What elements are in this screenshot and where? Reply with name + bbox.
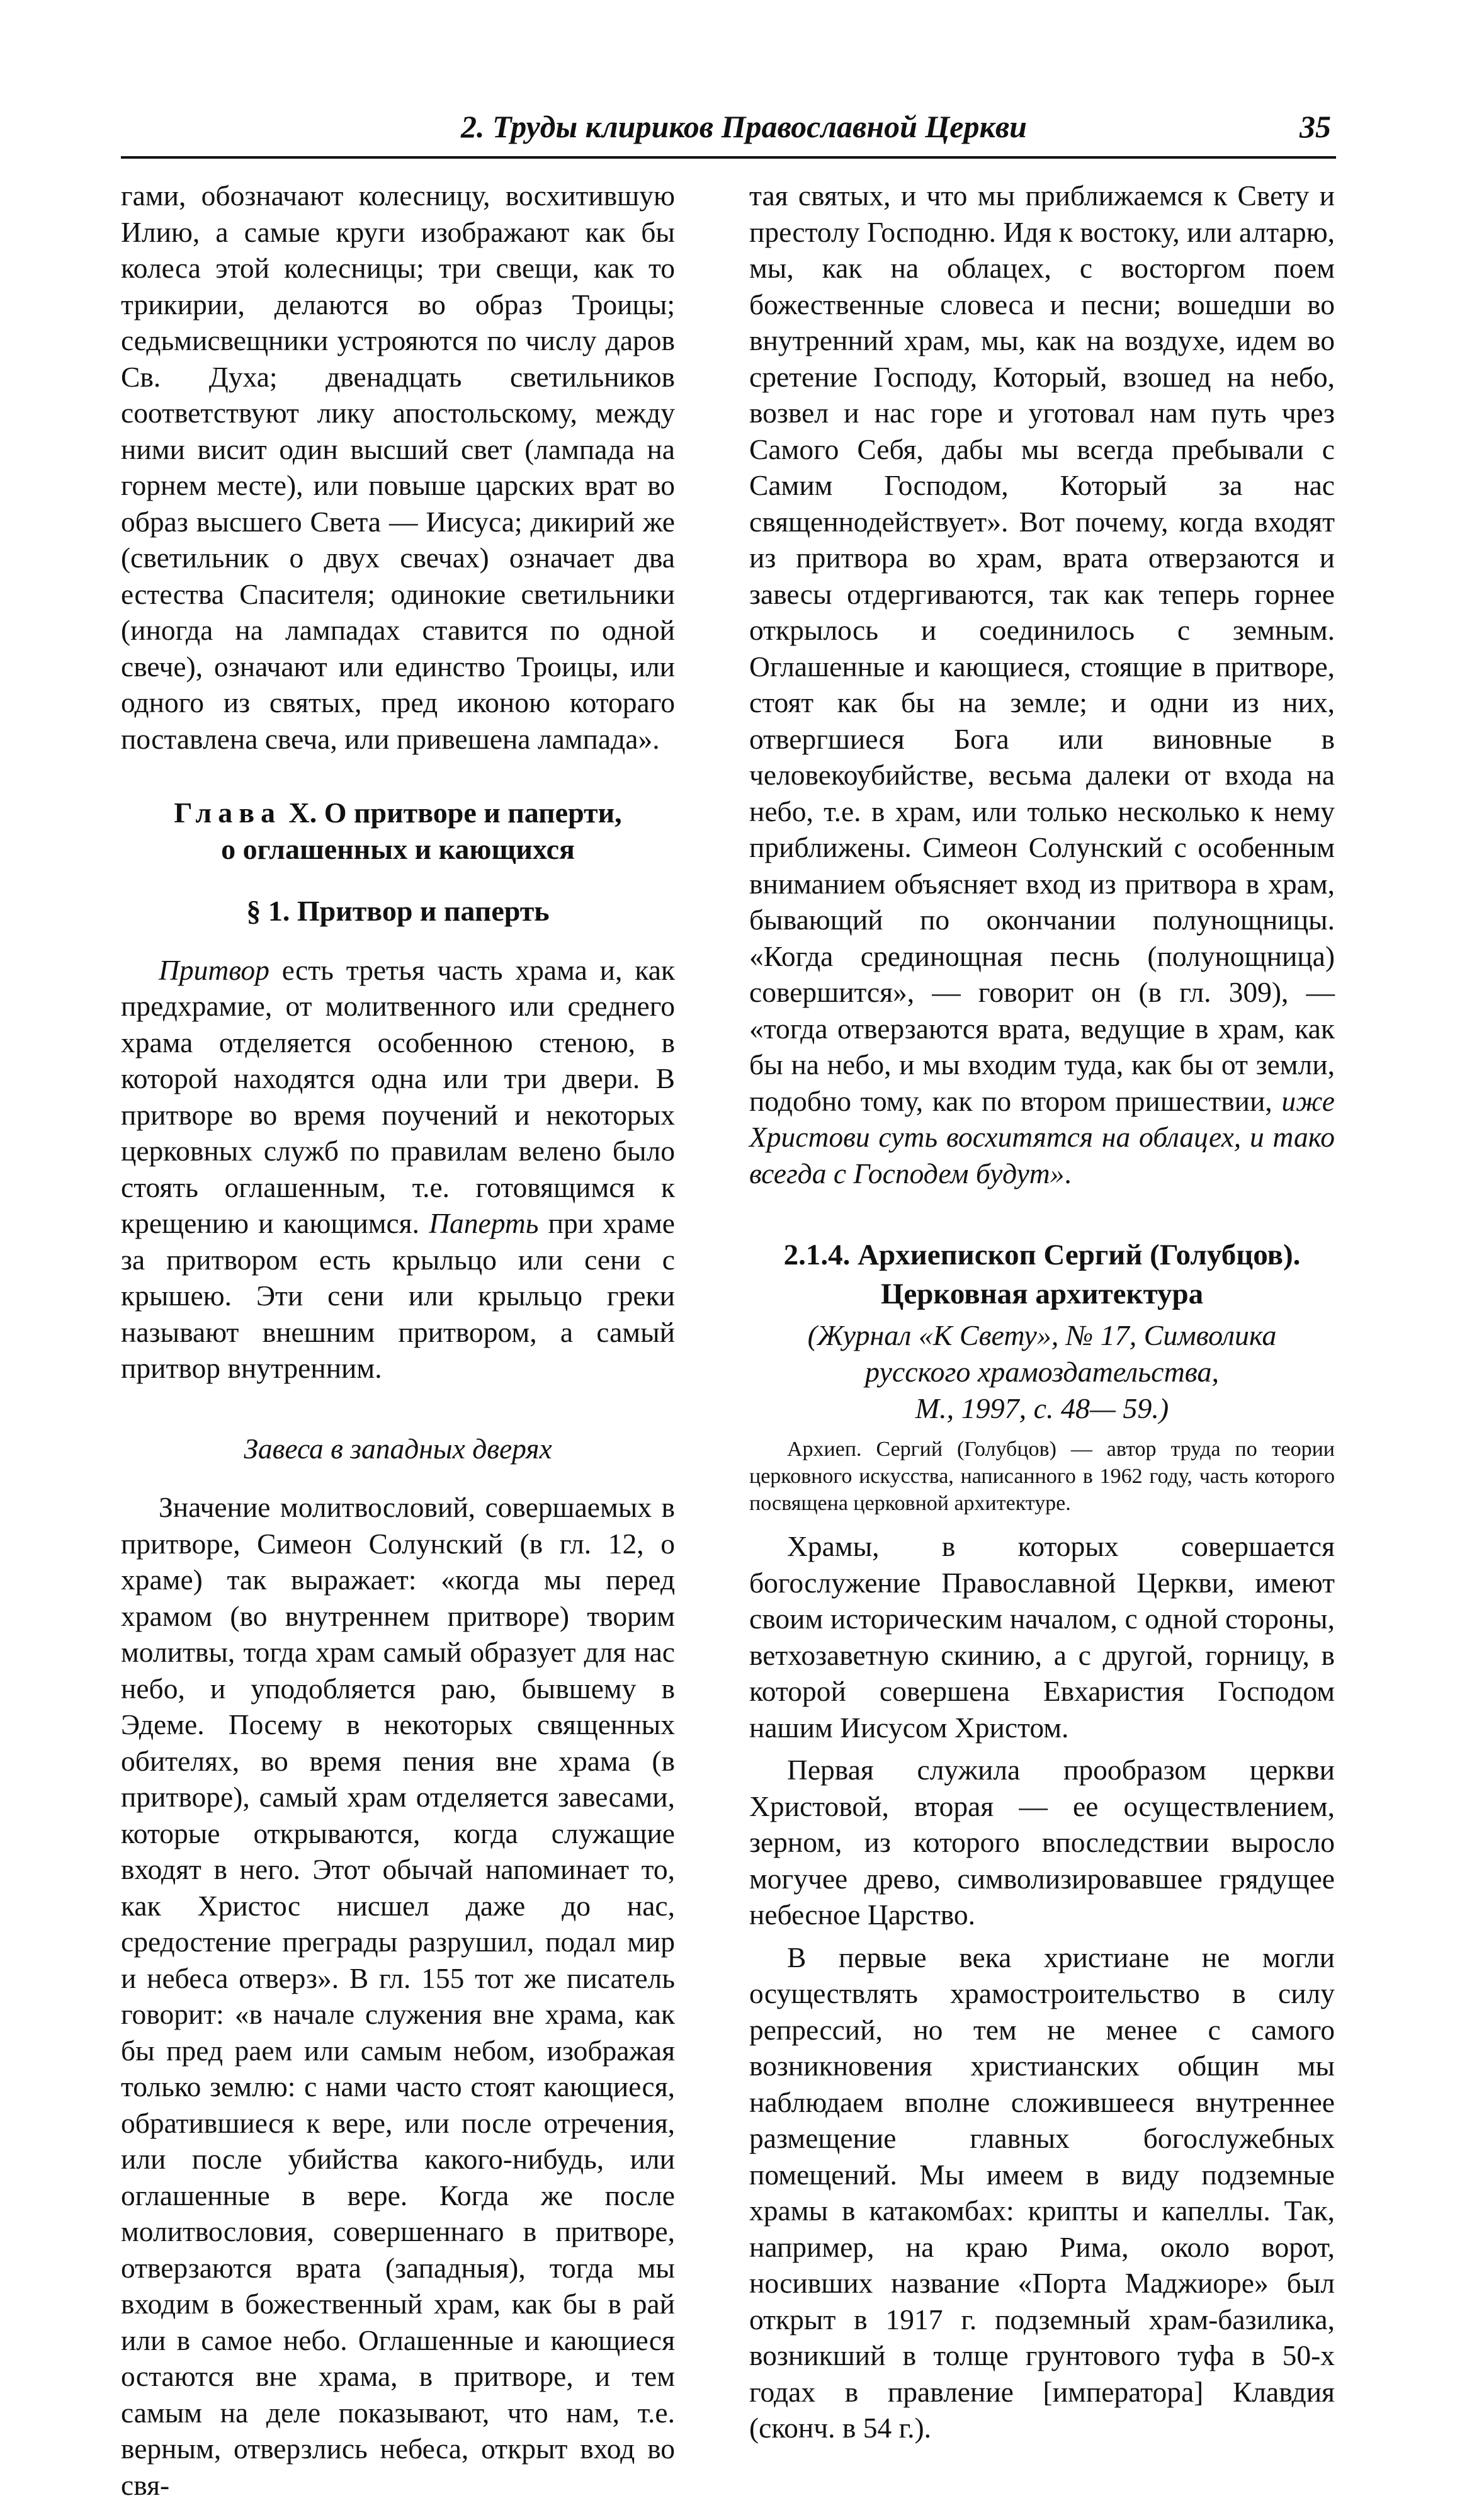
left-paragraph-2-text-a: есть третья часть храма и, как предхрамие, от молитвенного или среднего храма отделяется особенною стеною, в которой находятся одна или три двери. В притворе во время поучений и некоторых церковных служб по правилам велено было стоять оглашенным, т.е. готовящимся к крещению и кающимся. bbox=[121, 953, 675, 1239]
term-papert: Паперть bbox=[429, 1207, 539, 1239]
running-header bbox=[121, 106, 1336, 159]
right-paragraph-3: Первая служила прообразом церкви Христовой, вторая — ее осуществлением, зерном, из которого впоследствии выросло могучее древо, символизировавшее грядущее небесное Царство. bbox=[749, 1754, 1335, 1931]
right-paragraph-1-text: тая святых, и что мы приближаемся к Свету и престолу Господню. Идя к востоку, или алтарю, мы, как на облацех, с восторгом поем божественные словеса и песни; вошедши во внутренний храм, мы, как на воздухе, идем во сретение Господу, Который, взошед на небо, возвел и нас горе и уготовал нам путь чрез Самого Себя, дабы мы всегда пребывали с Самим Господом, Который за нас священнодействует». Вот почему, когда входят из притвора во храм, врата отверзаются и завесы отдергиваются, так как теперь горнее открылось и соединилось с земным. Оглашенные и кающиеся, стоящие в притворе, стоят как бы на земле; и одни из них, отвергшиеся Бога или виновные в человекоубийстве, весьма далеки от входа на небо, т.е. в храм, или только несколько к нему приближены. Симеон Солунский с особенным вниманием объясняет вход из притвора в храм, бывающий по окончании полунощницы. «Когда срединощная песнь (полунощница) совершится», — говорит он (в гл. 309), — «тогда отверзаются врата, ведущие в храм, как бы на небо, и мы входим туда, как бы от земли, подобно тому, как по втором пришествии, bbox=[749, 179, 1335, 1117]
right-paragraph-1 bbox=[749, 178, 1335, 1191]
chapter-heading-line-1 bbox=[121, 795, 675, 831]
right-column bbox=[749, 178, 1335, 2446]
article-source bbox=[749, 1317, 1335, 1427]
subheading: Завеса в западных дверях bbox=[244, 1432, 552, 1465]
author-annotation: Архиеп. Сергий (Голубцов) — автор труда по теории церковного искусства, написанного в 1962 году, часть которого посвящена церковной архитектуре. bbox=[749, 1438, 1335, 1515]
left-paragraph-1: гами, обозначают колесницу, восхитившую Илию, а самые круги изображают как бы колеса этой колесницы; три свещи, как то трикирии, делаются во образ Троицы; седьмисвещники устрояются по числу даров Св. Духа; двенадцать светильников соответствуют лику апостольскому, между ними висит один высший свет (лампада на горнем месте), или повыше царских врат во образ высшего Света — Иисуса; дикирий же (светильник о двух свечах) означает два естества Спасителя; одинокие светильники (иногда на лампадах ставится по одной свече), означают или единство Троицы, или одного из святых, пред иконою котораго поставлена свеча, или привешена лампада». bbox=[121, 179, 675, 755]
article-title-line-2: Церковная архитектура bbox=[880, 1278, 1204, 1310]
source-line-2: русского храмоздательства, bbox=[865, 1356, 1219, 1388]
chapter-heading bbox=[121, 795, 675, 868]
left-paragraph-2-text-b: при храме за притвором есть крыльцо или сени с крышею. Эти сени или крыльцо греки называют внешним притвором, а самый притвор внутренним. bbox=[121, 1207, 675, 1384]
left-paragraph-3: Значение молитвословий, совершаемых в притворе, Симеон Солунский (в гл. 12, о храме) так выражает: «когда мы перед храмом (во внутреннем притворе) творим молитвы, тогда храм самый образует для нас небо, и уподобляется раю, бывшему в Эдеме. Посему в некоторых священных обителях, во время пения вне храма (в притворе), самый храм отделяется завесами, которые открываются, когда служащие входят в него. Этот обычай напоминает то, как Христос нисшел даже до нас, средостение преграды разрушил, подал мир и небеса отверз». В гл. 155 тот же писатель говорит: «в начале служения вне храма, как бы пред раем или самым небом, изображая только землю: с нами часто стоят кающиеся, обратившиеся к вере, или после отречения, или после убийства какого-нибудь, или оглашенные в вере. Когда же после молитвословия, совершеннаго в притворе, отверзаются врата (западныя), тогда мы входим в божественный храм, как бы в рай или в самое небо. Оглашенные и кающиеся остаются вне храма, в притворе, и тем самым на деле показывают, что нам, т.е. верным, отверзлись небеса, открыт вход во свя- bbox=[121, 1491, 675, 2501]
article-title bbox=[749, 1235, 1335, 1314]
running-title: 2. Труды клириков Православной Церкви bbox=[461, 109, 1027, 144]
right-paragraph-2: Храмы, в которых совершается богослужение Православной Церкви, имеют своим историческим началом, с одной стороны, ветхозаветную скинию, а с другой, горницу, в которой совершена Евхаристия Господом нашим Иисусом Христом. bbox=[749, 1530, 1335, 1744]
left-column bbox=[121, 178, 675, 2503]
source-line-1: (Журнал «К Свету», № 17, Символика bbox=[807, 1319, 1277, 1351]
source-line-3: М., 1997, с. 48— 59.) bbox=[915, 1392, 1169, 1424]
left-paragraph-2 bbox=[121, 952, 675, 1387]
article-title-line-1: 2.1.4. Архиепископ Сергий (Голубцов). bbox=[783, 1239, 1301, 1271]
right-paragraph-4: В первые века христиане не могли осуществлять храмостроительство в силу репрессий, но тем не менее с самого возникновения христианских общин мы наблюдаем вполне сложившееся внутреннее размещение главных богослужебных помещений. Мы имеем в виду подземные храмы в катакомбах: крипты и капеллы. Так, например, на краю Рима, около ворот, носивших название «Порта Маджиоре» был открыт в 1917 г. подземный храм-базилика, возникший в толще грунтового туфа в 50-х годах в правление [императора] Клавдия (сконч. в 54 г.). bbox=[749, 1941, 1335, 2444]
chapter-word: Глава bbox=[174, 797, 282, 829]
quote-italic: иже Христови суть восхитятся на облацех, и тако всегда с Господем будут» bbox=[749, 1084, 1335, 1189]
chapter-title: X. О притворе и паперти, bbox=[288, 797, 622, 829]
section-heading: § 1. Притвор и паперть bbox=[246, 895, 550, 927]
page-number: 35 bbox=[1300, 109, 1331, 144]
right-paragraph-1-end: . bbox=[1064, 1157, 1072, 1189]
chapter-heading-line-2: о оглашенных и кающихся bbox=[221, 833, 575, 865]
term-pritvor: Притвор bbox=[159, 953, 269, 986]
